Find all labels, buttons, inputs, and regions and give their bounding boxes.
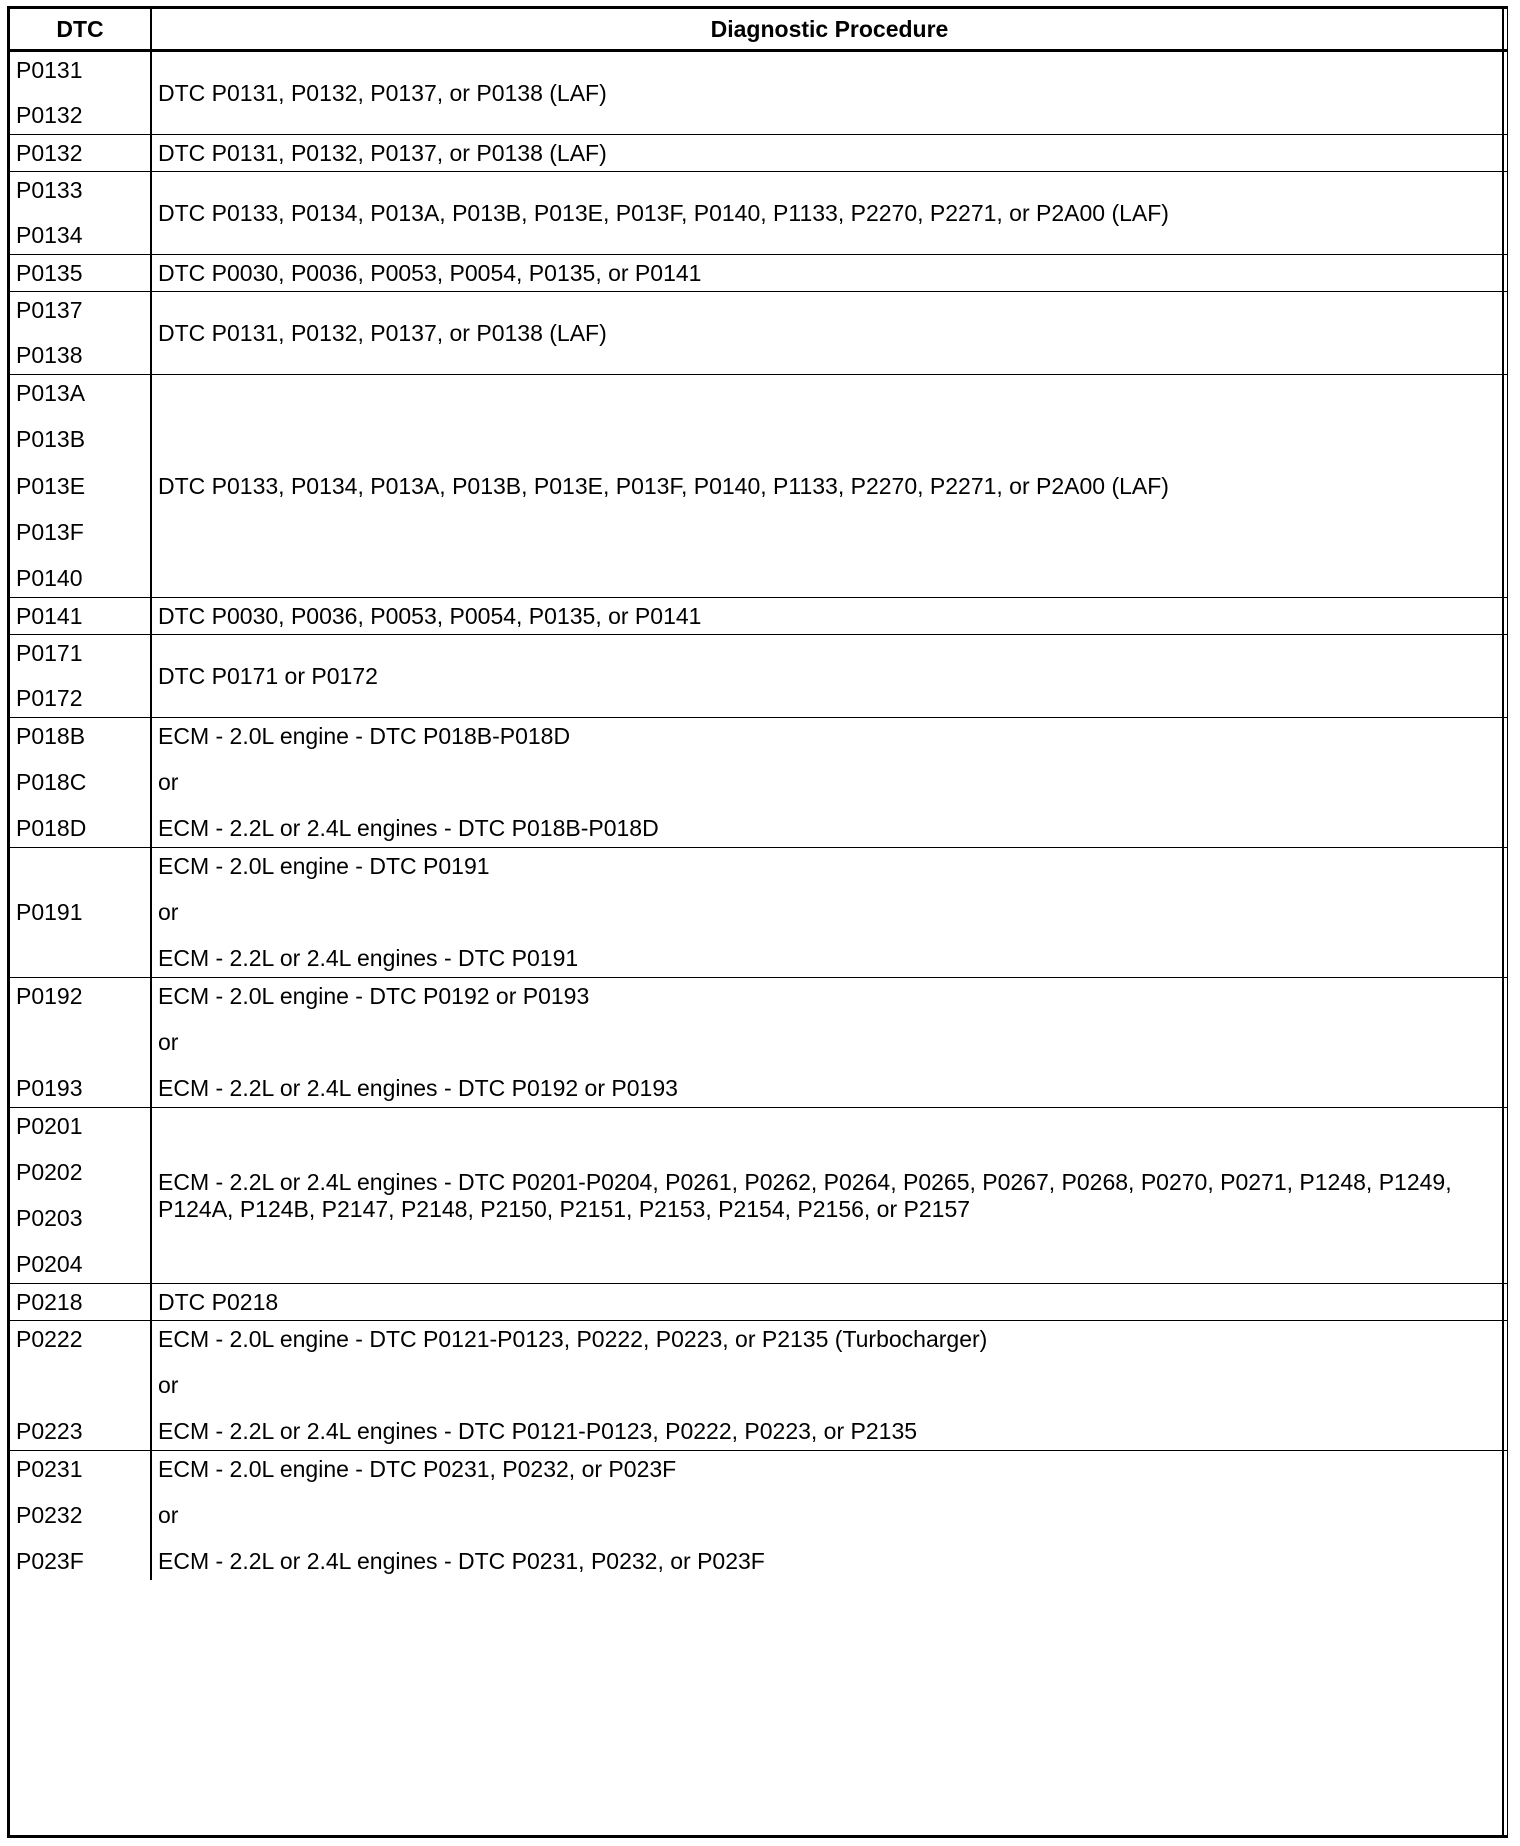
procedure-link[interactable]: DTC P0131, P0132, P0137, or P0138 (LAF)	[158, 139, 607, 166]
dtc-code-list	[16, 172, 144, 254]
dtc-code-list	[16, 598, 144, 634]
table-row	[10, 51, 1507, 135]
table-body	[10, 51, 1507, 1581]
procedure-link[interactable]: DTC P0131, P0132, P0137, or P0138 (LAF)	[158, 79, 607, 106]
procedure-cell	[151, 255, 1507, 292]
procedure-cell	[151, 51, 1507, 135]
dtc-code: P0140	[16, 565, 83, 591]
dtc-cell	[10, 51, 151, 135]
procedure-cell	[151, 172, 1507, 255]
dtc-cell	[10, 135, 151, 172]
procedure-or: or	[158, 769, 179, 795]
dtc-code-list	[16, 255, 144, 291]
dtc-code: P013F	[16, 518, 84, 545]
dtc-code-list	[16, 848, 144, 977]
dtc-code: P013A	[16, 380, 86, 406]
dtc-code: P023F	[16, 1548, 84, 1574]
procedure-lines	[158, 1451, 1501, 1580]
dtc-code: P0132	[16, 102, 83, 128]
dtc-cell	[10, 718, 151, 848]
dtc-code: P0134	[16, 222, 83, 248]
dtc-cell	[10, 1284, 151, 1321]
dtc-code: P0138	[16, 342, 83, 368]
dtc-cell	[10, 848, 151, 978]
procedure-link[interactable]: DTC P0030, P0036, P0053, P0054, P0135, or P0141	[158, 259, 702, 286]
dtc-cell	[10, 375, 151, 598]
dtc-cell	[10, 1321, 151, 1451]
dtc-code-list	[16, 978, 144, 1107]
dtc-code: P0132	[16, 139, 83, 166]
dtc-table	[10, 9, 1507, 1580]
procedure-cell	[151, 1451, 1507, 1581]
procedure-link[interactable]: ECM - 2.0L engine - DTC P018B-P018D	[158, 723, 571, 749]
procedure-cell	[151, 848, 1507, 978]
dtc-cell	[10, 598, 151, 635]
dtc-code: P0204	[16, 1251, 83, 1277]
procedure-cell	[151, 1284, 1507, 1321]
procedure-link[interactable]: DTC P0133, P0134, P013A, P013B, P013E, P013F, P0140, P1133, P2270, P2271, or P2A00 (LAF)	[158, 472, 1169, 499]
dtc-reference-page	[7, 6, 1508, 1838]
procedure-cell	[151, 718, 1507, 848]
column-header-procedure: Diagnostic Procedure	[151, 9, 1507, 51]
procedure-link[interactable]: ECM - 2.2L or 2.4L engines - DTC P0231, P0232, or P023F	[158, 1548, 765, 1574]
procedure-lines	[158, 718, 1501, 847]
procedure-lines	[158, 1321, 1501, 1450]
procedure-cell	[151, 978, 1507, 1108]
dtc-code-list	[16, 1451, 144, 1580]
table-row	[10, 848, 1507, 978]
dtc-code-list	[16, 1284, 144, 1320]
procedure-link[interactable]: ECM - 2.0L engine - DTC P0231, P0232, or P023F	[158, 1456, 677, 1482]
table-row	[10, 718, 1507, 848]
table-row	[10, 375, 1507, 598]
dtc-code: P0232	[16, 1502, 83, 1528]
procedure-or: or	[158, 1372, 179, 1398]
dtc-cell	[10, 172, 151, 255]
dtc-cell	[10, 978, 151, 1108]
procedure-or: or	[158, 1502, 179, 1528]
table-row	[10, 598, 1507, 635]
dtc-code: P0202	[16, 1159, 83, 1185]
dtc-code: P018B	[16, 723, 86, 749]
dtc-code-list	[16, 52, 144, 134]
dtc-code-list	[16, 375, 144, 597]
dtc-code: P0193	[16, 1075, 83, 1101]
dtc-code: P0137	[16, 297, 83, 323]
procedure-or: or	[158, 899, 179, 925]
table-row	[10, 978, 1507, 1108]
table-row	[10, 1451, 1507, 1581]
dtc-code: P0135	[16, 259, 83, 286]
procedure-cell	[151, 1108, 1507, 1284]
dtc-code: P018D	[16, 815, 87, 841]
dtc-code-list	[16, 292, 144, 374]
procedure-link[interactable]: ECM - 2.2L or 2.4L engines - DTC P0191	[158, 945, 579, 971]
procedure-link[interactable]: DTC P0218	[158, 1288, 279, 1315]
procedure-link[interactable]: ECM - 2.2L or 2.4L engines - DTC P018B-P018D	[158, 815, 659, 841]
dtc-code-list	[16, 135, 144, 171]
procedure-link[interactable]: ECM - 2.0L engine - DTC P0191	[158, 853, 490, 879]
dtc-code: P0141	[16, 602, 83, 629]
table-row	[10, 1284, 1507, 1321]
procedure-cell	[151, 1321, 1507, 1451]
dtc-code: P018C	[16, 769, 87, 795]
procedure-link[interactable]: ECM - 2.0L engine - DTC P0192 or P0193	[158, 983, 590, 1009]
column-header-dtc: DTC	[10, 9, 151, 51]
procedure-link[interactable]: ECM - 2.2L or 2.4L engines - DTC P0201-P0204, P0261, P0262, P0264, P0265, P0267, P0268, P0270, P0271, P1248, P1249, P124A, P124B, P2147, P2148, P2150, P2151, P2153, P2154, P2156, or P2157	[158, 1168, 1452, 1222]
procedure-link[interactable]: ECM - 2.2L or 2.4L engines - DTC P0121-P0123, P0222, P0223, or P2135	[158, 1418, 918, 1444]
dtc-cell	[10, 255, 151, 292]
procedure-link[interactable]: DTC P0133, P0134, P013A, P013B, P013E, P013F, P0140, P1133, P2270, P2271, or P2A00 (LAF)	[158, 199, 1169, 226]
dtc-code: P0231	[16, 1456, 83, 1482]
dtc-code-list	[16, 718, 144, 847]
dtc-code: P0223	[16, 1418, 83, 1444]
procedure-lines	[158, 848, 1501, 977]
dtc-code: P0171	[16, 640, 83, 666]
dtc-code: P0192	[16, 983, 83, 1009]
table-row	[10, 635, 1507, 718]
procedure-cell	[151, 375, 1507, 598]
procedure-cell	[151, 635, 1507, 718]
table-row	[10, 292, 1507, 375]
dtc-code: P0222	[16, 1326, 83, 1352]
procedure-link[interactable]: DTC P0171 or P0172	[158, 662, 378, 689]
dtc-cell	[10, 292, 151, 375]
dtc-code-list	[16, 1321, 144, 1450]
procedure-lines	[158, 978, 1501, 1107]
table-row	[10, 1108, 1507, 1284]
table-row	[10, 255, 1507, 292]
table-header-row	[10, 9, 1507, 51]
dtc-code: P013B	[16, 426, 86, 453]
procedure-cell	[151, 292, 1507, 375]
dtc-code: P0131	[16, 57, 83, 83]
dtc-code: P0133	[16, 177, 83, 203]
procedure-cell	[151, 135, 1507, 172]
procedure-link[interactable]: ECM - 2.0L engine - DTC P0121-P0123, P0222, P0223, or P2135 (Turbocharger)	[158, 1326, 988, 1352]
table-row	[10, 135, 1507, 172]
table-row	[10, 172, 1507, 255]
procedure-or: or	[158, 1029, 179, 1055]
dtc-code: P0191	[16, 899, 83, 925]
procedure-link[interactable]: ECM - 2.2L or 2.4L engines - DTC P0192 or P0193	[158, 1075, 678, 1101]
dtc-code: P0172	[16, 685, 83, 711]
procedure-cell	[151, 598, 1507, 635]
procedure-link[interactable]: DTC P0131, P0132, P0137, or P0138 (LAF)	[158, 319, 607, 346]
dtc-code-list	[16, 635, 144, 717]
dtc-code-list	[16, 1108, 144, 1283]
dtc-cell	[10, 635, 151, 718]
dtc-code: P0218	[16, 1288, 83, 1315]
dtc-code: P0201	[16, 1113, 83, 1139]
procedure-link[interactable]: DTC P0030, P0036, P0053, P0054, P0135, or P0141	[158, 602, 702, 629]
dtc-code: P0203	[16, 1205, 83, 1231]
dtc-cell	[10, 1451, 151, 1581]
table-row	[10, 1321, 1507, 1451]
dtc-cell	[10, 1108, 151, 1284]
dtc-code: P013E	[16, 472, 86, 499]
